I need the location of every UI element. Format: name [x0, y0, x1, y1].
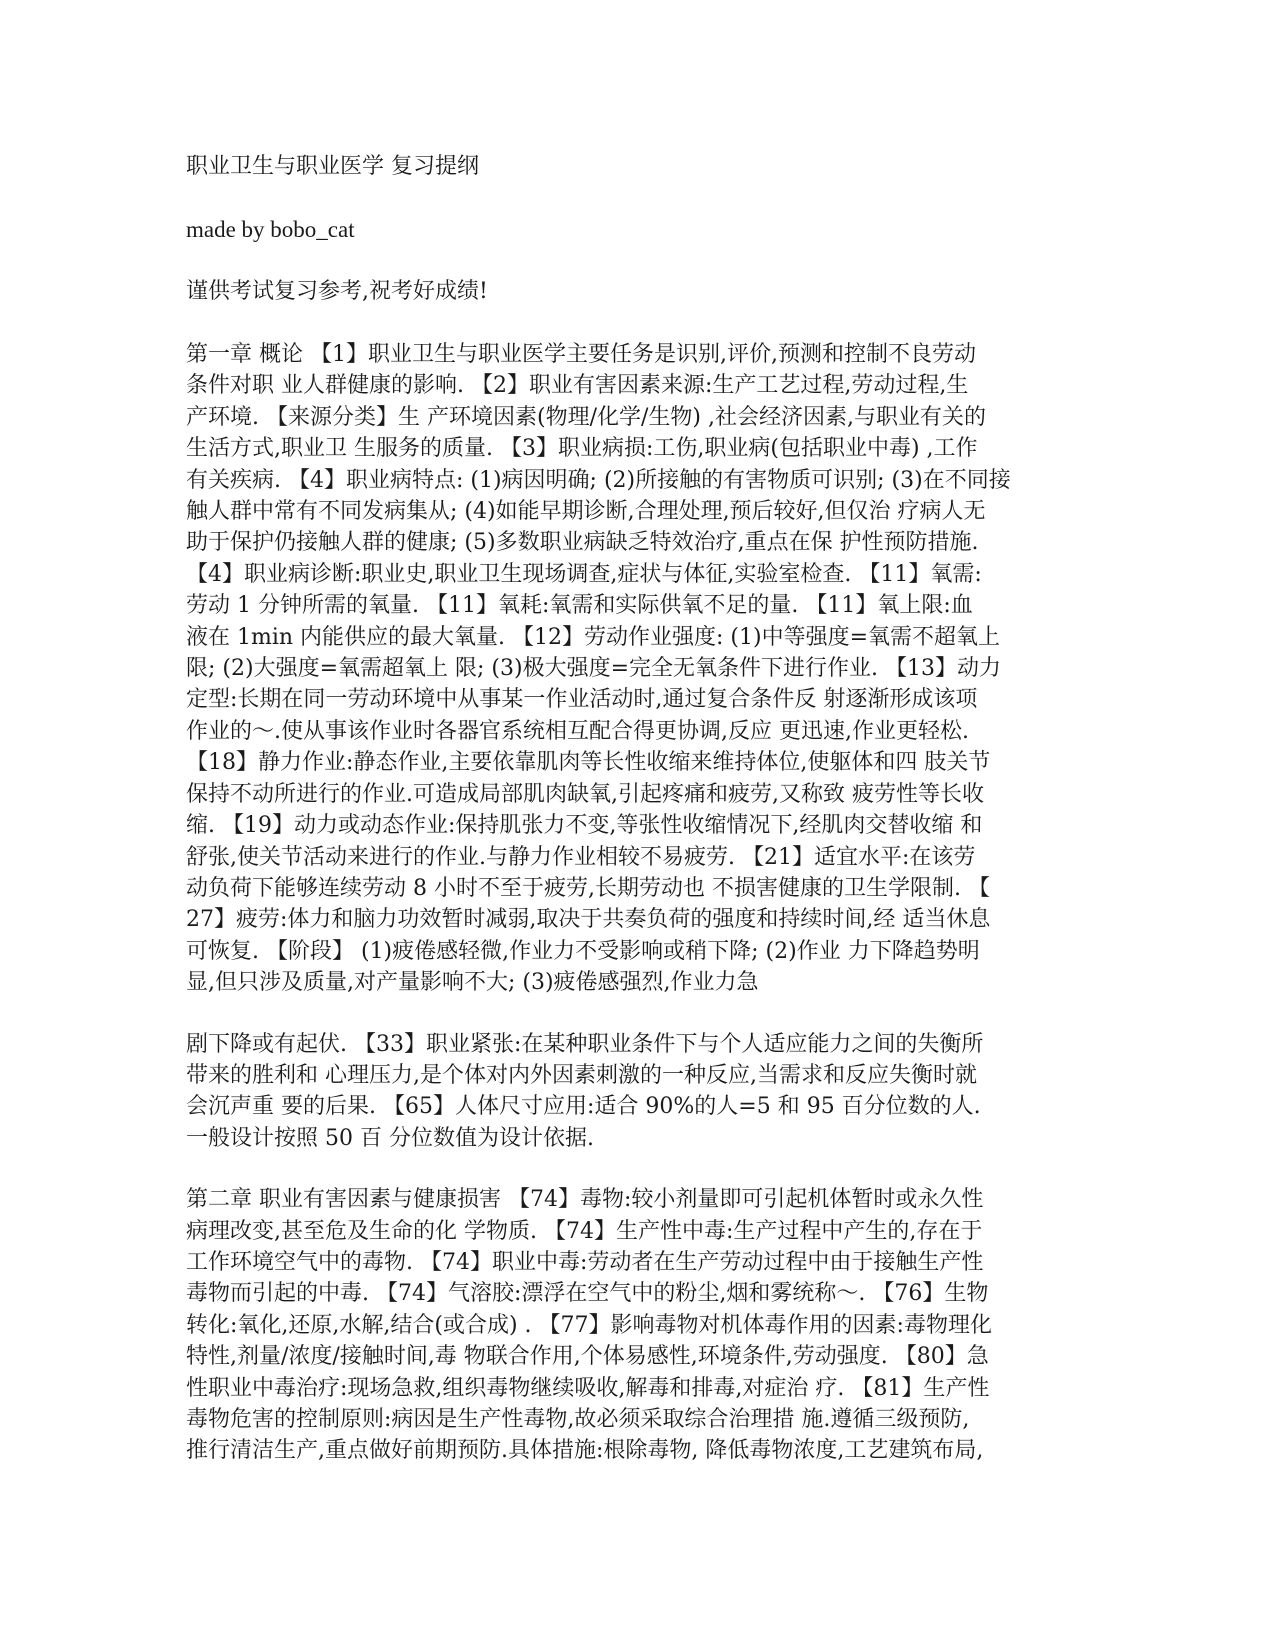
paragraph-line: 工作环境空气中的毒物. 【74】职业中毒:劳动者在生产劳动过程中由于接触生产性 — [186, 1249, 984, 1275]
paragraph-line: 第一章 概论 【1】职业卫生与职业医学主要任务是识别,评价,预测和控制不良劳动 — [186, 342, 976, 367]
paragraph-line: 动负荷下能够连续劳动 8 小时不至于疲劳,长期劳动也 不损害健康的卫生学限制. 【 — [186, 875, 990, 901]
paragraph-line: 第二章 职业有害因素与健康损害 【74】毒物:较小剂量即可引起机体暂时或永久性 — [186, 1187, 984, 1213]
paragraph-gap — [186, 999, 1091, 1029]
paragraph-line: 条件对职 业人群健康的影响. 【2】职业有害因素来源:生产工艺过程,劳动过程,生 — [186, 373, 969, 399]
body-paragraph — [186, 339, 1091, 999]
paragraph-line: 保持不动所进行的作业.可造成局部肌肉缺氧,引起疼痛和疲劳,又称致 疲劳性等长收 — [186, 781, 984, 807]
paragraph-line: 一般设计按照 50 百 分位数值为设计依据. — [186, 1125, 594, 1151]
paragraph-line: 【18】静力作业:静态作业,主要依靠肌肉等长性收缩来维持体位,使躯体和四 肢关节 — [186, 750, 991, 776]
paragraph-line: 显,但只涉及质量,对产量影响不大; (3)疲倦感强烈,作业力急 — [186, 970, 759, 996]
body-paragraph — [186, 1184, 1091, 1467]
paragraph-line: 限; (2)大强度=氧需超氧上 限; (3)极大强度=完全无氧条件下进行作业. 【13】动力 — [186, 656, 1001, 682]
paragraph-line: 剧下降或有起伏. 【33】职业紧张:在某种职业条件下与个人适应能力之间的失衡所 — [186, 1031, 984, 1057]
paragraph-gap — [186, 1154, 1091, 1184]
paragraph-line: 性职业中毒治疗:现场急救,组织毒物继续吸收,解毒和排毒,对症治 疗. 【81】生产性 — [186, 1375, 990, 1401]
paragraph-line: 液在 1min 内能供应的最大氧量. 【12】劳动作业强度: (1)中等强度=氧需不超氧上 — [186, 624, 1001, 650]
document-body — [186, 339, 1091, 1467]
document-author: made by bobo_cat — [186, 217, 355, 242]
paragraph-line: 缩. 【19】动力或动态作业:保持肌张力不变,等张性收缩情况下,经肌肉交替收缩 和 — [186, 813, 983, 839]
document-title: 职业卫生与职业医学 复习提纲 — [186, 154, 479, 179]
paragraph-line: 触人群中常有不同发病集从; (4)如能早期诊断,合理处理,预后较好,但仅治 疗病人无 — [186, 499, 986, 525]
paragraph-line: 转化:氧化,还原,水解,结合(或合成) . 【77】影响毒物对机体毒作用的因素:毒物理化 — [186, 1312, 992, 1338]
paragraph-line: 特性,剂量/浓度/接触时间,毒 物联合作用,个体易感性,环境条件,劳动强度. 【80】急 — [186, 1344, 989, 1370]
paragraph-line: 推行清洁生产,重点做好前期预防.具体措施:根除毒物, 降低毒物浓度,工艺建筑布局, — [186, 1438, 984, 1464]
paragraph-line: 产环境. 【来源分类】生 产环境因素(物理/化学/生物) ,社会经济因素,与职业有关的 — [186, 404, 986, 430]
paragraph-line: 毒物而引起的中毒. 【74】气溶胶:漂浮在空气中的粉尘,烟和雾统称～. 【76】生物 — [186, 1281, 989, 1307]
document-note: 谨供考试复习参考,祝考好成绩! — [186, 279, 488, 304]
paragraph-line: 有关疾病. 【4】职业病特点: (1)病因明确; (2)所接触的有害物质可识别; (3)在不同接 — [186, 467, 1011, 493]
body-paragraph — [186, 1029, 1091, 1155]
paragraph-line: 会沉声重 要的后果. 【65】人体尺寸应用:适合 90%的人=5 和 95 百分位数的人. — [186, 1094, 981, 1120]
paragraph-line: 27】疲劳:体力和脑力功效暂时减弱,取决于共奏负荷的强度和持续时间,经 适当休息 — [186, 907, 991, 933]
paragraph-line: 毒物危害的控制原则:病因是生产性毒物,故必须采取综合治理措 施.遵循三级预防, — [186, 1407, 970, 1432]
paragraph-line: 带来的胜利和 心理压力,是个体对内外因素刺激的一种反应,当需求和反应失衡时就 — [186, 1062, 977, 1088]
paragraph-line: 病理改变,甚至危及生命的化 学物质. 【74】生产性中毒:生产过程中产生的,存在于 — [186, 1218, 983, 1244]
paragraph-line: 助于保护仍接触人群的健康; (5)多数职业病缺乏特效治疗,重点在保 护性预防措施. — [186, 530, 979, 556]
paragraph-line: 作业的～.使从事该作业时各器官系统相互配合得更协调,反应 更迅速,作业更轻松. — [186, 718, 969, 744]
document-content — [186, 152, 1091, 1467]
paragraph-line: 劳动 1 分钟所需的氧量. 【11】氧耗:氧需和实际供氧不足的量. 【11】氧上限:血 — [186, 593, 973, 619]
paragraph-line: 可恢复. 【阶段】 (1)疲倦感轻微,作业力不受影响或稍下降; (2)作业 力下降趋势明 — [186, 938, 980, 964]
paragraph-line: 生活方式,职业卫 生服务的质量. 【3】职业病损:工伤,职业病(包括职业中毒) ,工作 — [186, 436, 978, 462]
paragraph-line: 【4】职业病诊断:职业史,职业卫生现场调查,症状与体征,实验室检查. 【11】氧需: — [186, 561, 982, 587]
paragraph-line: 定型:长期在同一劳动环境中从事某一作业活动时,通过复合条件反 射逐渐形成该项 — [186, 687, 978, 713]
paragraph-line: 舒张,使关节活动来进行的作业.与静力作业相较不易疲劳. 【21】适宜水平:在该劳 — [186, 844, 976, 870]
